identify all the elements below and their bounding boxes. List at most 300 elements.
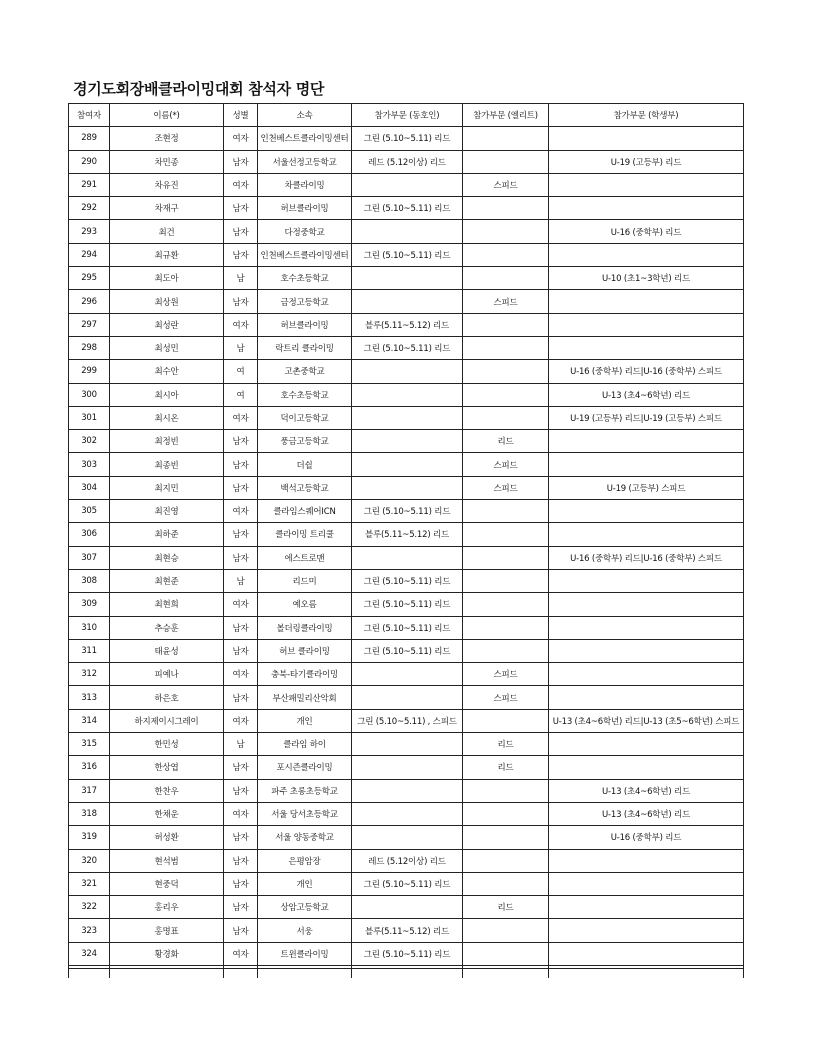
category-elite-cell [463,360,549,383]
participant-name-cell: 현중덕 [110,872,224,895]
participant-name-cell: 태윤성 [110,639,224,662]
participant-number-cell: 301 [69,406,110,429]
affiliation-cell: 백석고등학교 [258,476,352,499]
page-title: 경기도회장배클라이밍대회 참석자 명단 [73,80,325,98]
category-elite-cell [463,336,549,359]
category-amateur-cell [352,826,463,849]
column-header: 참가부문 (학생부) [549,104,744,127]
gender-cell: 여자 [224,942,258,965]
participant-number-cell: 322 [69,896,110,919]
participant-number-cell: 324 [69,942,110,965]
category-elite-cell [463,639,549,662]
column-header: 소속 [258,104,352,127]
table-row [69,267,744,290]
table-row [69,593,744,616]
participant-number-cell: 312 [69,663,110,686]
category-elite-cell [463,313,549,336]
participant-name-cell: 최성민 [110,336,224,359]
category-student-cell [549,430,744,453]
affiliation-cell: 인천베스트클라이밍센터 [258,243,352,266]
gender-cell: 남자 [224,779,258,802]
category-elite-cell [463,872,549,895]
table-row [69,616,744,639]
participant-number-cell: 304 [69,476,110,499]
category-amateur-cell [352,476,463,499]
table-row [69,896,744,919]
participant-number-cell: 305 [69,500,110,523]
affiliation-cell: 호수초등학교 [258,383,352,406]
category-amateur-cell: 그린 (5.10~5.11) 리드 [352,616,463,639]
affiliation-cell: 파주 초롱초등학교 [258,779,352,802]
table-row [69,197,744,220]
category-student-cell [549,616,744,639]
participant-number-cell: 319 [69,826,110,849]
affiliation-cell: 클라이밍 트리쿨 [258,523,352,546]
affiliation-cell: 클라임 하이 [258,733,352,756]
category-elite-cell [463,243,549,266]
category-amateur-cell: 블루(5.11~5.12) 리드 [352,919,463,942]
table-row [69,243,744,266]
category-amateur-cell [352,802,463,825]
table-row [69,150,744,173]
category-amateur-cell: 레드 (5.12이상) 리드 [352,150,463,173]
participant-number-cell: 313 [69,686,110,709]
participant-name-cell: 황경화 [110,942,224,965]
affiliation-cell: 호수초등학교 [258,267,352,290]
participant-name-cell: 차민종 [110,150,224,173]
table-row [69,569,744,592]
category-elite-cell [463,802,549,825]
category-elite-cell [463,709,549,732]
table-row [69,430,744,453]
affiliation-cell: 포시즌클라이밍 [258,756,352,779]
table-row [69,220,744,243]
column-header: 참여자 [69,104,110,127]
affiliation-cell: 풍금고등학교 [258,430,352,453]
gender-cell: 여자 [224,663,258,686]
category-amateur-cell [352,267,463,290]
category-amateur-cell: 레드 (5.12이상) 리드 [352,849,463,872]
participant-name-cell: 최규환 [110,243,224,266]
gender-cell: 남자 [224,896,258,919]
affiliation-cell: 락트리 클라이밍 [258,336,352,359]
gender-cell: 남 [224,733,258,756]
participant-name-cell: 최시아 [110,383,224,406]
category-amateur-cell [352,383,463,406]
category-amateur-cell: 그린 (5.10~5.11) 리드 [352,942,463,965]
participant-number-cell: 298 [69,336,110,359]
category-amateur-cell: 그린 (5.10~5.11) 리드 [352,593,463,616]
participant-name-cell: 한찬우 [110,779,224,802]
participant-number-cell: 321 [69,872,110,895]
affiliation-cell: 서울선정고등학교 [258,150,352,173]
gender-cell: 남자 [224,290,258,313]
category-elite-cell: 스피드 [463,453,549,476]
category-amateur-cell [352,220,463,243]
affiliation-cell: 덕이고등학교 [258,406,352,429]
participant-name-cell: 피예나 [110,663,224,686]
table-row [69,849,744,872]
table-row [69,476,744,499]
gender-cell: 남자 [224,826,258,849]
category-elite-cell [463,546,549,569]
affiliation-cell: 충북-타기클라이밍 [258,663,352,686]
participant-number-cell: 293 [69,220,110,243]
affiliation-cell: 금정고등학교 [258,290,352,313]
table-row [69,173,744,196]
category-student-cell [549,593,744,616]
participant-name-cell: 최현희 [110,593,224,616]
participant-number-cell: 289 [69,127,110,150]
participant-name-cell: 최수안 [110,360,224,383]
gender-cell: 남자 [224,686,258,709]
affiliation-cell: 차클라이밍 [258,173,352,196]
participant-number-cell: 297 [69,313,110,336]
participant-number-cell: 315 [69,733,110,756]
participant-name-cell: 최상원 [110,290,224,313]
affiliation-cell: 은평암장 [258,849,352,872]
category-elite-cell [463,919,549,942]
category-amateur-cell: 그린 (5.10~5.11) 리드 [352,243,463,266]
table-row [69,826,744,849]
gender-cell: 남자 [224,453,258,476]
category-student-cell [549,500,744,523]
participant-name-cell: 최진영 [110,500,224,523]
category-student-cell: U-13 (초4~6학년) 리드 [549,383,744,406]
category-amateur-cell: 그린 (5.10~5.11) 리드 [352,569,463,592]
column-header: 참가부문 (동호인) [352,104,463,127]
table-row [69,336,744,359]
gender-cell: 남자 [224,150,258,173]
category-student-cell: U-10 (초1~3학년) 리드 [549,267,744,290]
gender-cell: 여자 [224,127,258,150]
gender-cell: 남자 [224,430,258,453]
participant-number-cell: 296 [69,290,110,313]
category-student-cell [549,733,744,756]
participant-name-cell: 홍명표 [110,919,224,942]
gender-cell: 여자 [224,709,258,732]
affiliation-cell: 트윈클라이밍 [258,942,352,965]
affiliation-cell: 상암고등학교 [258,896,352,919]
table-row [69,360,744,383]
participant-number-cell: 314 [69,709,110,732]
category-student-cell [549,942,744,965]
category-student-cell [549,173,744,196]
category-amateur-cell: 그린 (5.10~5.11) 리드 [352,127,463,150]
category-elite-cell [463,220,549,243]
gender-cell: 여자 [224,500,258,523]
participant-name-cell: 하지제이시그레이 [110,709,224,732]
gender-cell: 남자 [224,849,258,872]
affiliation-cell: 에스트로맨 [258,546,352,569]
table-row [69,709,744,732]
category-elite-cell [463,523,549,546]
category-student-cell: U-19 (고등부) 스피드 [549,476,744,499]
table-row [69,779,744,802]
gender-cell: 여자 [224,802,258,825]
category-amateur-cell [352,360,463,383]
table-row [69,546,744,569]
category-student-cell [549,896,744,919]
category-student-cell: U-13 (초4~6학년) 리드|U-13 (초5~6학년) 스피드 [549,709,744,732]
participant-number-cell: 300 [69,383,110,406]
category-student-cell [549,569,744,592]
category-elite-cell [463,569,549,592]
category-elite-cell: 스피드 [463,476,549,499]
category-student-cell: U-13 (초4~6학년) 리드 [549,779,744,802]
participant-name-cell: 차재구 [110,197,224,220]
participant-number-cell: 309 [69,593,110,616]
participant-name-cell: 최도아 [110,267,224,290]
category-amateur-cell [352,406,463,429]
category-elite-cell: 스피드 [463,663,549,686]
category-elite-cell [463,500,549,523]
category-student-cell: U-19 (고등부) 리드 [549,150,744,173]
participant-number-cell: 311 [69,639,110,662]
category-student-cell [549,639,744,662]
gender-cell: 남자 [224,197,258,220]
category-student-cell [549,127,744,150]
gender-cell: 남자 [224,220,258,243]
category-elite-cell: 리드 [463,896,549,919]
affiliation-cell: 클라임스퀘어ICN [258,500,352,523]
category-student-cell [549,686,744,709]
category-elite-cell [463,616,549,639]
participant-number-cell: 323 [69,919,110,942]
table-row [69,290,744,313]
participant-name-cell: 차유진 [110,173,224,196]
table-header-row [69,104,744,127]
participant-name-cell: 한채운 [110,802,224,825]
category-student-cell [549,872,744,895]
category-amateur-cell: 그린 (5.10~5.11) 리드 [352,500,463,523]
category-student-cell [549,756,744,779]
category-student-cell: U-16 (중학부) 리드 [549,220,744,243]
participant-name-cell: 추승훈 [110,616,224,639]
participant-name-cell: 하은호 [110,686,224,709]
participant-number-cell: 290 [69,150,110,173]
gender-cell: 남자 [224,872,258,895]
table-bottom-border [68,968,743,969]
participant-number-cell: 310 [69,616,110,639]
participant-table [68,103,744,978]
affiliation-cell: 개인 [258,709,352,732]
category-elite-cell: 스피드 [463,173,549,196]
category-student-cell: U-16 (중학부) 리드|U-16 (중학부) 스피드 [549,360,744,383]
participant-number-cell: 302 [69,430,110,453]
category-student-cell: U-19 (고등부) 리드|U-19 (고등부) 스피드 [549,406,744,429]
table-row [69,756,744,779]
category-amateur-cell: 그린 (5.10~5.11) 리드 [352,872,463,895]
category-elite-cell [463,849,549,872]
category-elite-cell [463,593,549,616]
column-header: 참가부문 (엘리트) [463,104,549,127]
gender-cell: 남자 [224,616,258,639]
category-student-cell: U-16 (중학부) 리드|U-16 (중학부) 스피드 [549,546,744,569]
table-row [69,406,744,429]
gender-cell: 남 [224,267,258,290]
category-elite-cell: 리드 [463,430,549,453]
gender-cell: 여자 [224,173,258,196]
category-student-cell [549,919,744,942]
affiliation-cell: 볼더링클라이밍 [258,616,352,639]
table-body [69,127,744,978]
affiliation-cell: 허브클라이밍 [258,197,352,220]
participant-name-cell: 한민성 [110,733,224,756]
table-row [69,639,744,662]
participant-name-cell: 한상엽 [110,756,224,779]
gender-cell: 남 [224,569,258,592]
gender-cell: 남자 [224,476,258,499]
participant-number-cell: 303 [69,453,110,476]
participant-name-cell: 최시온 [110,406,224,429]
participant-number-cell: 320 [69,849,110,872]
category-student-cell [549,243,744,266]
category-student-cell [549,849,744,872]
table-row [69,663,744,686]
participant-name-cell: 홍리우 [110,896,224,919]
participant-name-cell: 최지민 [110,476,224,499]
table-row [69,127,744,150]
category-amateur-cell: 그린 (5.10~5.11) 리드 [352,639,463,662]
column-header: 이름(*) [110,104,224,127]
category-student-cell [549,313,744,336]
participant-name-cell: 현석범 [110,849,224,872]
gender-cell: 남자 [224,243,258,266]
table-row [69,686,744,709]
affiliation-cell: 허브클라이밍 [258,313,352,336]
affiliation-cell: 인천베스트클라이밍센터 [258,127,352,150]
category-amateur-cell [352,686,463,709]
category-student-cell [549,453,744,476]
table-row [69,523,744,546]
category-student-cell [549,336,744,359]
category-amateur-cell: 블루(5.11~5.12) 리드 [352,313,463,336]
category-amateur-cell [352,173,463,196]
participant-number-cell: 295 [69,267,110,290]
category-amateur-cell: 블루(5.11~5.12) 리드 [352,523,463,546]
category-amateur-cell [352,453,463,476]
gender-cell: 남자 [224,639,258,662]
category-amateur-cell [352,430,463,453]
table-row [69,453,744,476]
participant-number-cell: 316 [69,756,110,779]
category-elite-cell: 리드 [463,756,549,779]
participant-name-cell: 허성환 [110,826,224,849]
category-amateur-cell: 그린 (5.10~5.11) , 스피드 [352,709,463,732]
category-elite-cell [463,267,549,290]
participant-name-cell: 최현승 [110,546,224,569]
participant-number-cell: 292 [69,197,110,220]
category-elite-cell: 스피드 [463,686,549,709]
participant-number-cell: 294 [69,243,110,266]
category-elite-cell [463,383,549,406]
category-student-cell [549,523,744,546]
category-elite-cell [463,127,549,150]
gender-cell: 여자 [224,313,258,336]
table-row [69,313,744,336]
gender-cell: 여 [224,360,258,383]
gender-cell: 여자 [224,406,258,429]
affiliation-cell: 부산패밀리산악회 [258,686,352,709]
category-elite-cell [463,150,549,173]
category-elite-cell: 스피드 [463,290,549,313]
category-amateur-cell [352,290,463,313]
category-student-cell [549,290,744,313]
participant-name-cell: 최건 [110,220,224,243]
table-row [69,942,744,965]
participant-number-cell: 308 [69,569,110,592]
participant-name-cell: 최정빈 [110,430,224,453]
affiliation-cell: 예오름 [258,593,352,616]
category-elite-cell [463,779,549,802]
category-student-cell [549,197,744,220]
affiliation-cell: 허브 클라이밍 [258,639,352,662]
participant-number-cell: 291 [69,173,110,196]
participant-name-cell: 조현정 [110,127,224,150]
category-amateur-cell: 그린 (5.10~5.11) 리드 [352,197,463,220]
category-student-cell: U-13 (초4~6학년) 리드 [549,802,744,825]
table-row [69,919,744,942]
table-row [69,802,744,825]
participant-name-cell: 최현준 [110,569,224,592]
participant-name-cell: 최종빈 [110,453,224,476]
column-header: 성별 [224,104,258,127]
category-elite-cell: 리드 [463,733,549,756]
table-row [69,383,744,406]
affiliation-cell: 더쉴 [258,453,352,476]
gender-cell: 남자 [224,756,258,779]
affiliation-cell: 서울 양동중학교 [258,826,352,849]
affiliation-cell: 다정중학교 [258,220,352,243]
gender-cell: 여자 [224,593,258,616]
category-student-cell: U-16 (중학부) 리드 [549,826,744,849]
category-amateur-cell [352,896,463,919]
table-row [69,872,744,895]
affiliation-cell: 리드미 [258,569,352,592]
affiliation-cell: 서울 당서초등학교 [258,802,352,825]
participant-name-cell: 최하준 [110,523,224,546]
gender-cell: 남자 [224,919,258,942]
gender-cell: 남자 [224,523,258,546]
category-elite-cell [463,197,549,220]
affiliation-cell: 서웅 [258,919,352,942]
gender-cell: 남자 [224,546,258,569]
participant-number-cell: 307 [69,546,110,569]
gender-cell: 여 [224,383,258,406]
table-row [69,733,744,756]
category-amateur-cell [352,663,463,686]
participant-name-cell: 최성란 [110,313,224,336]
category-amateur-cell [352,779,463,802]
participant-number-cell: 317 [69,779,110,802]
category-elite-cell [463,406,549,429]
affiliation-cell: 고촌중학교 [258,360,352,383]
category-amateur-cell [352,733,463,756]
category-student-cell [549,663,744,686]
category-amateur-cell [352,546,463,569]
category-amateur-cell [352,756,463,779]
category-amateur-cell: 그린 (5.10~5.11) 리드 [352,336,463,359]
gender-cell: 남 [224,336,258,359]
category-elite-cell [463,942,549,965]
table-row [69,500,744,523]
participant-number-cell: 299 [69,360,110,383]
affiliation-cell: 개인 [258,872,352,895]
participant-number-cell: 306 [69,523,110,546]
category-elite-cell [463,826,549,849]
participant-number-cell: 318 [69,802,110,825]
